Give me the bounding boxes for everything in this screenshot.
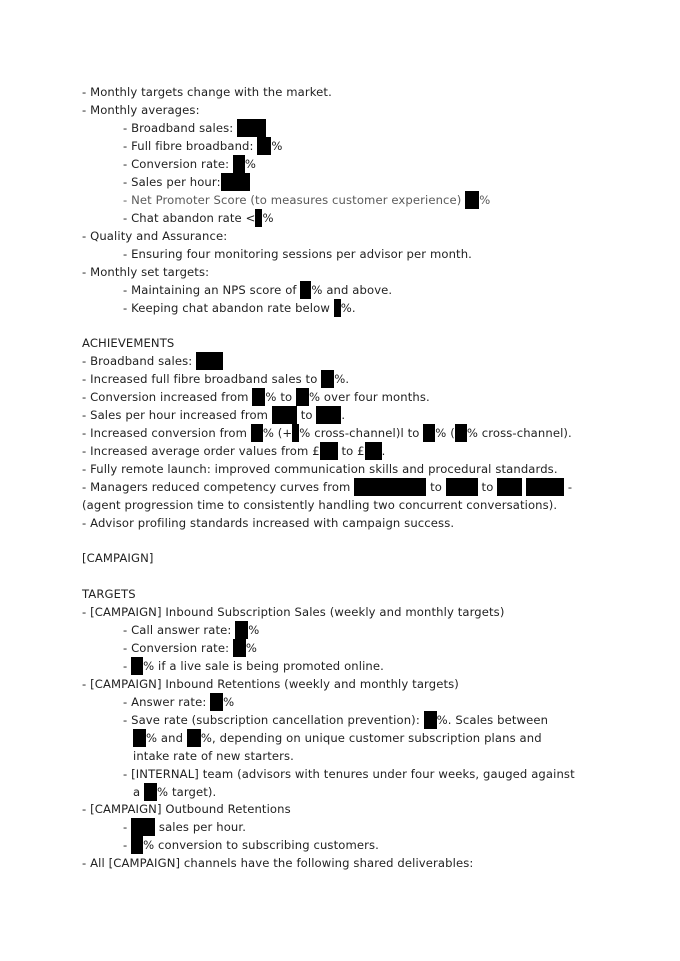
text-line: - Keeping chat abandon rate below %. <box>123 301 356 315</box>
redaction-box <box>465 191 479 209</box>
redaction-box <box>210 693 223 711</box>
section-heading: TARGETS <box>82 587 136 601</box>
text-line: - [CAMPAIGN] Inbound Subscription Sales (weekly and monthly targets) <box>82 605 505 619</box>
redaction-box <box>296 388 309 406</box>
text-line: - Sales per hour increased from to . <box>82 408 346 422</box>
text-line: - Sales per hour: <box>123 173 250 191</box>
text-line: - Managers reduced competency curves from to to - <box>82 480 573 494</box>
text-line: - [CAMPAIGN] Outbound Retentions <box>82 802 291 816</box>
text-line: - Call answer rate: % <box>123 623 260 637</box>
redaction-box <box>257 137 271 155</box>
redaction-box <box>334 299 341 317</box>
text-line: - Increased full fibre broadband sales to %. <box>82 372 350 386</box>
text-line: - Save rate (subscription cancellation prevention): %. Scales between <box>123 713 549 727</box>
text-line: - Answer rate: % <box>123 695 235 709</box>
text-line: - Conversion rate: % <box>123 157 257 171</box>
text-line: - % if a live sale is being promoted online. <box>123 659 384 673</box>
redaction-box <box>233 155 245 173</box>
text-line: - % conversion to subscribing customers. <box>123 838 379 852</box>
text-line: - sales per hour. <box>123 820 246 834</box>
text-line: % and %, depending on unique customer subscription plans and <box>133 729 542 747</box>
redaction-box <box>423 424 435 442</box>
text-line: - Monthly targets change with the market. <box>82 85 332 99</box>
text-line: - Advisor profiling standards increased with campaign success. <box>82 516 455 530</box>
redaction-box <box>252 388 265 406</box>
redaction-box <box>251 424 263 442</box>
text-line: (agent progression time to consistently handling two concurrent conversations). <box>82 498 558 512</box>
text-line: - [CAMPAIGN] Inbound Retentions (weekly and monthly targets) <box>82 677 459 691</box>
text-line: - Broadband sales: <box>123 119 266 137</box>
redaction-box <box>497 478 522 496</box>
text-line: - Fully remote launch: improved communication skills and procedural standards. <box>82 462 558 476</box>
text-line: - Broadband sales: <box>82 352 223 370</box>
redaction-box <box>446 478 478 496</box>
redaction-box <box>131 657 143 675</box>
text-line: - Conversion increased from % to % over four months. <box>82 390 430 404</box>
text-line: - Net Promoter Score (to measures customer experience) % <box>123 193 491 207</box>
text-line: intake rate of new starters. <box>133 749 294 763</box>
redaction-box <box>455 424 467 442</box>
text-line: - Monthly set targets: <box>82 265 210 279</box>
section-heading: ACHIEVEMENTS <box>82 336 175 350</box>
redaction-box <box>196 352 223 370</box>
text-line: - Full fibre broadband: % <box>123 139 283 153</box>
text-line: - Maintaining an NPS score of % and above. <box>123 283 393 297</box>
redaction-box <box>237 119 266 137</box>
redaction-box <box>187 729 201 747</box>
text-line: - Increased average order values from £ to £ . <box>82 444 386 458</box>
redaction-box <box>316 406 341 424</box>
text-line: - [INTERNAL] team (advisors with tenures under four weeks, gauged against <box>123 767 575 781</box>
text-line: - Increased conversion from % (+ % cross-channel)l to % ( % cross-channel). <box>82 426 572 440</box>
redaction-box <box>221 173 250 191</box>
redaction-box <box>133 729 146 747</box>
section-heading: [CAMPAIGN] <box>82 551 154 565</box>
redaction-box <box>526 478 564 496</box>
text-line: - Quality and Assurance: <box>82 229 228 243</box>
redaction-box <box>235 621 248 639</box>
text-line: - Ensuring four monitoring sessions per advisor per month. <box>123 247 472 261</box>
redaction-box <box>365 442 382 460</box>
redaction-box <box>424 711 437 729</box>
text-line: a % target). <box>133 785 217 799</box>
redaction-box <box>131 818 155 836</box>
redaction-box <box>255 209 262 227</box>
redaction-box <box>300 281 311 299</box>
redaction-box <box>320 442 338 460</box>
redaction-box <box>131 836 143 854</box>
text-line: - Monthly averages: <box>82 103 200 117</box>
redaction-box <box>354 478 426 496</box>
redaction-box <box>144 783 157 801</box>
redaction-box <box>321 370 334 388</box>
text-line: - Conversion rate: % <box>123 641 258 655</box>
redaction-box <box>233 639 246 657</box>
redaction-box <box>272 406 297 424</box>
text-line: - Chat abandon rate < % <box>123 211 274 225</box>
text-line: - All [CAMPAIGN] channels have the following shared deliverables: <box>82 856 474 870</box>
